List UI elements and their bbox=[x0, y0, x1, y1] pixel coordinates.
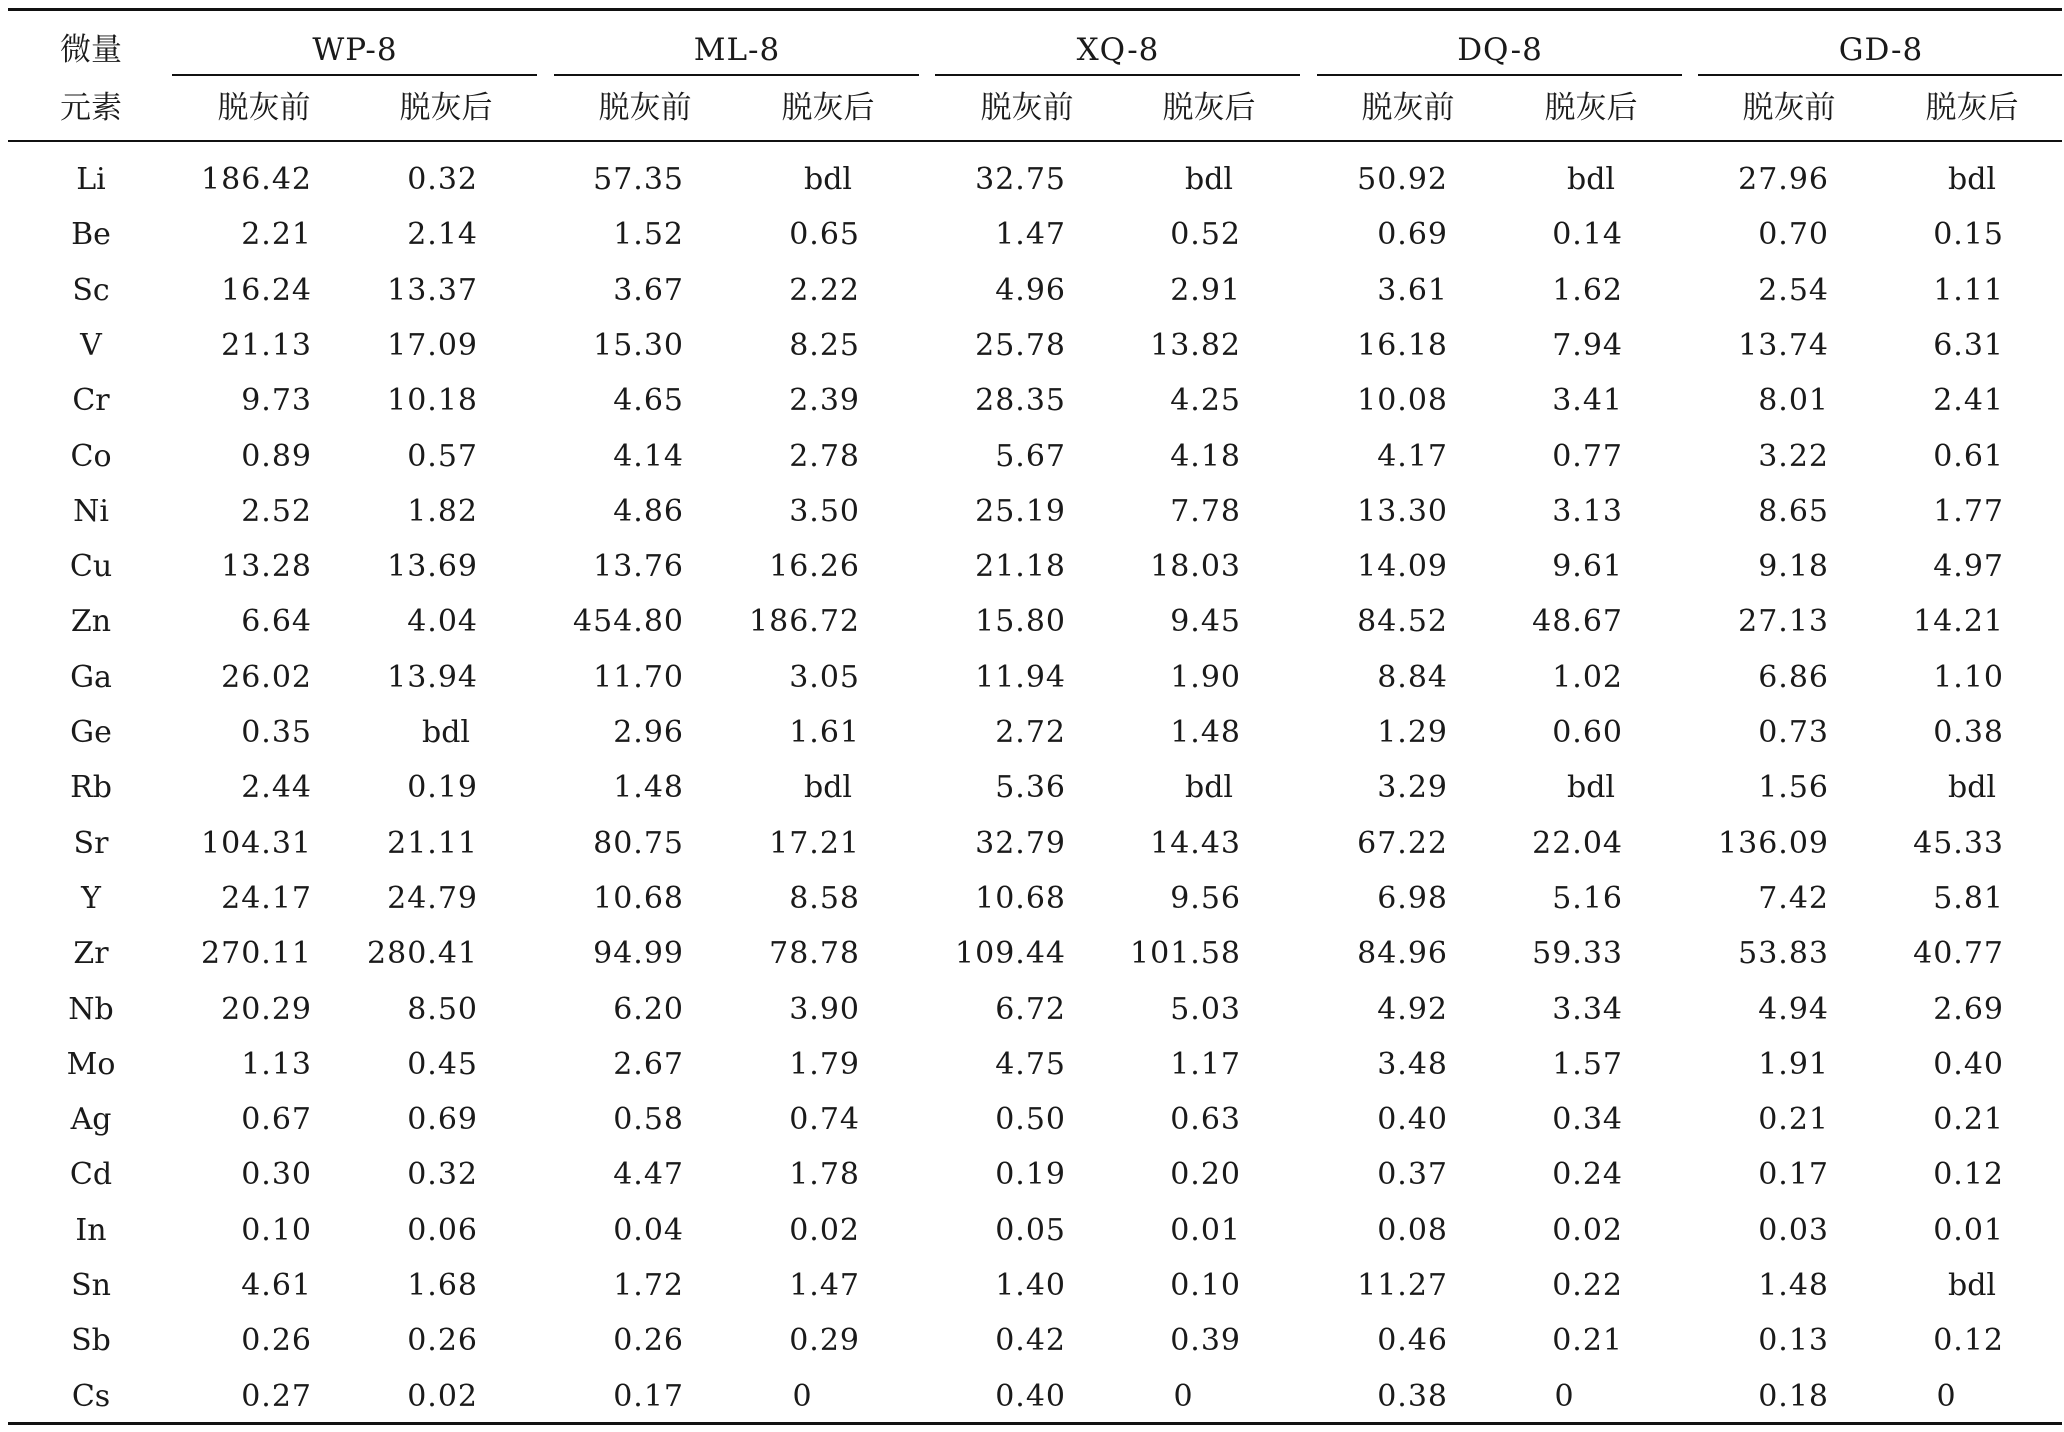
value-cell: 0.60 bbox=[1552, 715, 1623, 750]
element-symbol: Rb bbox=[70, 770, 112, 806]
value-cell: 4.97 bbox=[1933, 549, 2004, 585]
value-cell: 0.58 bbox=[613, 1102, 684, 1138]
value-cell: 11.27 bbox=[1357, 1268, 1448, 1303]
value-cell: 17.09 bbox=[387, 327, 478, 363]
value-cell: 0.17 bbox=[613, 1378, 684, 1414]
value-cell: 28.35 bbox=[975, 383, 1066, 419]
value-cell: 0.01 bbox=[1170, 1212, 1241, 1248]
value-cell: 0.63 bbox=[1170, 1102, 1241, 1138]
value-cell: 3.61 bbox=[1377, 272, 1448, 308]
value-cell: 0.69 bbox=[407, 1102, 478, 1138]
value-cell: 15.80 bbox=[975, 604, 1066, 640]
value-cell: 3.29 bbox=[1377, 770, 1448, 806]
element-symbol: In bbox=[75, 1212, 107, 1248]
value-cell: 6.72 bbox=[995, 991, 1066, 1027]
table-top-rule bbox=[8, 8, 2062, 11]
value-cell: 1.48 bbox=[1758, 1268, 1829, 1303]
value-cell: 16.18 bbox=[1357, 327, 1448, 363]
value-cell: 2.21 bbox=[241, 217, 312, 253]
value-cell: 16.24 bbox=[221, 272, 312, 308]
element-symbol: Cs bbox=[71, 1378, 111, 1414]
element-symbol: Ga bbox=[70, 659, 112, 695]
value-cell: 25.78 bbox=[975, 327, 1066, 363]
group-rule-xq8 bbox=[935, 74, 1300, 76]
value-cell: 2.22 bbox=[789, 272, 860, 308]
value-cell: 0.50 bbox=[995, 1102, 1066, 1138]
value-cell: 186.42 bbox=[201, 162, 312, 197]
value-cell: 6.86 bbox=[1758, 659, 1829, 695]
value-cell: 8.84 bbox=[1377, 659, 1448, 695]
value-cell: 3.05 bbox=[789, 659, 860, 695]
subheader-dq8-before: 脱灰前 bbox=[1361, 90, 1455, 126]
value-cell: 0.40 bbox=[1933, 1046, 2004, 1082]
value-cell: 13.37 bbox=[387, 272, 478, 308]
value-cell: 50.92 bbox=[1357, 162, 1448, 197]
value-cell: bdl bbox=[421, 715, 471, 750]
value-cell: 2.78 bbox=[789, 438, 860, 474]
value-cell: 1.78 bbox=[789, 1157, 860, 1193]
element-symbol: Zn bbox=[70, 604, 112, 640]
value-cell: 0 bbox=[1554, 1378, 1574, 1414]
value-cell: 0.77 bbox=[1552, 438, 1623, 474]
group-rule-ml8 bbox=[554, 74, 919, 76]
value-cell: 8.50 bbox=[407, 991, 478, 1027]
value-cell: 0.67 bbox=[241, 1102, 312, 1138]
value-cell: 10.08 bbox=[1357, 383, 1448, 419]
value-cell: 1.82 bbox=[407, 493, 478, 529]
value-cell: 78.78 bbox=[769, 936, 860, 972]
value-cell: bdl bbox=[1184, 162, 1234, 197]
value-cell: 2.91 bbox=[1170, 272, 1241, 308]
value-cell: 0.21 bbox=[1933, 1102, 2004, 1138]
value-cell: 18.03 bbox=[1150, 549, 1241, 585]
value-cell: 32.79 bbox=[975, 825, 1066, 861]
value-cell: 0.70 bbox=[1758, 217, 1829, 253]
value-cell: 3.48 bbox=[1377, 1046, 1448, 1082]
subheader-wp8-before: 脱灰前 bbox=[217, 90, 311, 126]
value-cell: 454.80 bbox=[573, 604, 684, 640]
value-cell: 0.42 bbox=[995, 1323, 1066, 1359]
value-cell: 0.20 bbox=[1170, 1157, 1241, 1193]
trace-element-table bbox=[8, 8, 2062, 1426]
value-cell: 27.96 bbox=[1738, 162, 1829, 197]
element-symbol: Nb bbox=[68, 991, 114, 1027]
value-cell: 0.12 bbox=[1933, 1157, 2004, 1193]
value-cell: 4.47 bbox=[613, 1157, 684, 1193]
value-cell: 2.41 bbox=[1933, 383, 2004, 419]
value-cell: 0.45 bbox=[407, 1046, 478, 1082]
value-cell: 1.11 bbox=[1933, 272, 2004, 308]
value-cell: 0.24 bbox=[1552, 1157, 1623, 1193]
value-cell: 22.04 bbox=[1532, 825, 1623, 861]
value-cell: 270.11 bbox=[201, 936, 312, 972]
value-cell: 0.12 bbox=[1933, 1323, 2004, 1359]
value-cell: 0.02 bbox=[789, 1212, 860, 1248]
value-cell: 0.06 bbox=[407, 1212, 478, 1248]
value-cell: 3.50 bbox=[789, 493, 860, 529]
value-cell: 26.02 bbox=[221, 659, 312, 695]
value-cell: 13.82 bbox=[1150, 327, 1241, 363]
subheader-gd8-before: 脱灰前 bbox=[1742, 90, 1836, 126]
value-cell: 0.04 bbox=[613, 1212, 684, 1248]
value-cell: 2.44 bbox=[241, 770, 312, 806]
value-cell: 1.40 bbox=[995, 1268, 1066, 1303]
element-symbol: Y bbox=[81, 880, 101, 916]
element-symbol: Ge bbox=[70, 715, 112, 750]
value-cell: 32.75 bbox=[975, 162, 1066, 197]
value-cell: 21.18 bbox=[975, 549, 1066, 585]
value-cell: 84.52 bbox=[1357, 604, 1448, 640]
value-cell: 4.96 bbox=[995, 272, 1066, 308]
group-rule-dq8 bbox=[1317, 74, 1682, 76]
value-cell: 9.45 bbox=[1170, 604, 1241, 640]
value-cell: 16.26 bbox=[769, 549, 860, 585]
group-rule-wp8 bbox=[172, 74, 537, 76]
value-cell: 1.10 bbox=[1933, 659, 2004, 695]
value-cell: bdl bbox=[1947, 1268, 1997, 1303]
value-cell: 0.32 bbox=[407, 162, 478, 197]
value-cell: 2.52 bbox=[241, 493, 312, 529]
value-cell: 0 bbox=[1173, 1378, 1193, 1414]
element-symbol: V bbox=[80, 327, 102, 363]
value-cell: 1.47 bbox=[789, 1268, 860, 1303]
corner-header-line1: 微量 bbox=[60, 32, 122, 68]
value-cell: 0.89 bbox=[241, 438, 312, 474]
value-cell: 3.67 bbox=[613, 272, 684, 308]
value-cell: 0.18 bbox=[1758, 1378, 1829, 1414]
value-cell: 0.26 bbox=[241, 1323, 312, 1359]
value-cell: 0.57 bbox=[407, 438, 478, 474]
value-cell: 8.25 bbox=[789, 327, 860, 363]
value-cell: 0.39 bbox=[1170, 1323, 1241, 1359]
value-cell: 1.62 bbox=[1552, 272, 1623, 308]
value-cell: 0.14 bbox=[1552, 217, 1623, 253]
value-cell: 136.09 bbox=[1718, 825, 1829, 861]
group-header-gd8: GD-8 bbox=[1838, 32, 1924, 68]
value-cell: 0.38 bbox=[1933, 715, 2004, 750]
value-cell: 24.17 bbox=[221, 880, 312, 916]
element-symbol: Sr bbox=[73, 825, 109, 861]
value-cell: 4.61 bbox=[241, 1268, 312, 1303]
value-cell: 0.30 bbox=[241, 1157, 312, 1193]
value-cell: 0.65 bbox=[789, 217, 860, 253]
value-cell: 67.22 bbox=[1357, 825, 1448, 861]
value-cell: 53.83 bbox=[1738, 936, 1829, 972]
element-symbol: Co bbox=[70, 438, 112, 474]
element-symbol: Ni bbox=[73, 493, 109, 529]
value-cell: 0.13 bbox=[1758, 1323, 1829, 1359]
value-cell: 0.34 bbox=[1552, 1102, 1623, 1138]
value-cell: 20.29 bbox=[221, 991, 312, 1027]
value-cell: 13.69 bbox=[387, 549, 478, 585]
value-cell: 0.61 bbox=[1933, 438, 2004, 474]
value-cell: 21.13 bbox=[221, 327, 312, 363]
value-cell: 8.01 bbox=[1758, 383, 1829, 419]
value-cell: 80.75 bbox=[593, 825, 684, 861]
value-cell: 0.40 bbox=[995, 1378, 1066, 1414]
value-cell: 25.19 bbox=[975, 493, 1066, 529]
value-cell: 10.18 bbox=[387, 383, 478, 419]
value-cell: bdl bbox=[1566, 162, 1616, 197]
value-cell: bdl bbox=[1184, 770, 1234, 806]
value-cell: 0.69 bbox=[1377, 217, 1448, 253]
element-symbol: Mo bbox=[66, 1046, 116, 1082]
value-cell: 0.27 bbox=[241, 1378, 312, 1414]
value-cell: 0.10 bbox=[241, 1212, 312, 1248]
value-cell: 5.81 bbox=[1933, 880, 2004, 916]
value-cell: 0.02 bbox=[407, 1378, 478, 1414]
value-cell: 14.21 bbox=[1913, 604, 2004, 640]
value-cell: 14.09 bbox=[1357, 549, 1448, 585]
value-cell: 1.68 bbox=[407, 1268, 478, 1303]
group-header-ml8: ML-8 bbox=[693, 32, 781, 68]
element-symbol: Li bbox=[76, 162, 106, 197]
value-cell: 40.77 bbox=[1913, 936, 2004, 972]
element-symbol: Sn bbox=[71, 1268, 111, 1303]
value-cell: 5.36 bbox=[995, 770, 1066, 806]
value-cell: 3.13 bbox=[1552, 493, 1623, 529]
value-cell: 10.68 bbox=[593, 880, 684, 916]
subheader-xq8-before: 脱灰前 bbox=[980, 90, 1074, 126]
value-cell: 4.04 bbox=[407, 604, 478, 640]
value-cell: 1.47 bbox=[995, 217, 1066, 253]
value-cell: 0.15 bbox=[1933, 217, 2004, 253]
value-cell: 3.90 bbox=[789, 991, 860, 1027]
value-cell: 15.30 bbox=[593, 327, 684, 363]
subheader-gd8-after: 脱灰后 bbox=[1925, 90, 2019, 126]
element-symbol: Zr bbox=[73, 936, 109, 972]
value-cell: 5.03 bbox=[1170, 991, 1241, 1027]
value-cell: 0.46 bbox=[1377, 1323, 1448, 1359]
value-cell: 0.29 bbox=[789, 1323, 860, 1359]
corner-header-line2: 元素 bbox=[60, 90, 122, 126]
group-header-xq8: XQ-8 bbox=[1076, 32, 1160, 68]
subheader-ml8-before: 脱灰前 bbox=[598, 90, 692, 126]
group-rule-gd8 bbox=[1698, 74, 2062, 76]
value-cell: 3.22 bbox=[1758, 438, 1829, 474]
value-cell: 2.96 bbox=[613, 715, 684, 750]
value-cell: 59.33 bbox=[1532, 936, 1623, 972]
value-cell: 4.18 bbox=[1170, 438, 1241, 474]
subheader-xq8-after: 脱灰后 bbox=[1162, 90, 1256, 126]
value-cell: 5.67 bbox=[995, 438, 1066, 474]
value-cell: 0 bbox=[792, 1378, 812, 1414]
value-cell: 1.29 bbox=[1377, 715, 1448, 750]
value-cell: 7.42 bbox=[1758, 880, 1829, 916]
element-symbol: Sc bbox=[72, 272, 110, 308]
value-cell: bdl bbox=[803, 162, 853, 197]
value-cell: 0.21 bbox=[1758, 1102, 1829, 1138]
value-cell: 0.26 bbox=[613, 1323, 684, 1359]
group-header-dq8: DQ-8 bbox=[1457, 32, 1543, 68]
value-cell: 1.02 bbox=[1552, 659, 1623, 695]
value-cell: 1.56 bbox=[1758, 770, 1829, 806]
element-symbol: Cd bbox=[69, 1157, 113, 1193]
value-cell: 94.99 bbox=[593, 936, 684, 972]
value-cell: 11.70 bbox=[593, 659, 684, 695]
value-cell: 1.90 bbox=[1170, 659, 1241, 695]
value-cell: 9.61 bbox=[1552, 549, 1623, 585]
value-cell: 0.32 bbox=[407, 1157, 478, 1193]
value-cell: 3.34 bbox=[1552, 991, 1623, 1027]
value-cell: 4.75 bbox=[995, 1046, 1066, 1082]
value-cell: 2.14 bbox=[407, 217, 478, 253]
value-cell: 1.77 bbox=[1933, 493, 2004, 529]
value-cell: 0.01 bbox=[1933, 1212, 2004, 1248]
value-cell: 45.33 bbox=[1913, 825, 2004, 861]
table-bottom-rule bbox=[8, 1422, 2062, 1425]
value-cell: 1.79 bbox=[789, 1046, 860, 1082]
value-cell: 13.94 bbox=[387, 659, 478, 695]
element-symbol: Sb bbox=[71, 1323, 111, 1359]
value-cell: 6.31 bbox=[1933, 327, 2004, 363]
value-cell: 0.19 bbox=[407, 770, 478, 806]
subheader-wp8-after: 脱灰后 bbox=[399, 90, 493, 126]
value-cell: 57.35 bbox=[593, 162, 684, 197]
value-cell: 4.14 bbox=[613, 438, 684, 474]
value-cell: 3.41 bbox=[1552, 383, 1623, 419]
value-cell: 13.28 bbox=[221, 549, 312, 585]
value-cell: 5.16 bbox=[1552, 880, 1623, 916]
value-cell: 109.44 bbox=[955, 936, 1066, 972]
value-cell: 0.19 bbox=[995, 1157, 1066, 1193]
value-cell: 0.40 bbox=[1377, 1102, 1448, 1138]
value-cell: 0.21 bbox=[1552, 1323, 1623, 1359]
value-cell: 0.74 bbox=[789, 1102, 860, 1138]
value-cell: 0.38 bbox=[1377, 1378, 1448, 1414]
value-cell: 48.67 bbox=[1532, 604, 1623, 640]
value-cell: 6.20 bbox=[613, 991, 684, 1027]
group-header-wp8: WP-8 bbox=[312, 32, 398, 68]
value-cell: 4.25 bbox=[1170, 383, 1241, 419]
value-cell: bdl bbox=[1947, 162, 1997, 197]
table-header-rule bbox=[8, 140, 2062, 142]
value-cell: 1.48 bbox=[613, 770, 684, 806]
value-cell: 0 bbox=[1936, 1378, 1956, 1414]
value-cell: 280.41 bbox=[367, 936, 478, 972]
value-cell: 2.39 bbox=[789, 383, 860, 419]
value-cell: 101.58 bbox=[1130, 936, 1241, 972]
value-cell: 4.65 bbox=[613, 383, 684, 419]
value-cell: 1.61 bbox=[789, 715, 860, 750]
value-cell: 9.56 bbox=[1170, 880, 1241, 916]
value-cell: 84.96 bbox=[1357, 936, 1448, 972]
value-cell: 4.94 bbox=[1758, 991, 1829, 1027]
value-cell: 0.26 bbox=[407, 1323, 478, 1359]
value-cell: 1.52 bbox=[613, 217, 684, 253]
value-cell: bdl bbox=[1947, 770, 1997, 806]
value-cell: 186.72 bbox=[749, 604, 860, 640]
value-cell: 0.37 bbox=[1377, 1157, 1448, 1193]
value-cell: 17.21 bbox=[769, 825, 860, 861]
value-cell: 6.64 bbox=[241, 604, 312, 640]
value-cell: 1.91 bbox=[1758, 1046, 1829, 1082]
value-cell: 0.03 bbox=[1758, 1212, 1829, 1248]
value-cell: 2.69 bbox=[1933, 991, 2004, 1027]
value-cell: 0.17 bbox=[1758, 1157, 1829, 1193]
value-cell: 0.10 bbox=[1170, 1268, 1241, 1303]
value-cell: 0.05 bbox=[995, 1212, 1066, 1248]
value-cell: 11.94 bbox=[975, 659, 1066, 695]
value-cell: 1.13 bbox=[241, 1046, 312, 1082]
value-cell: 21.11 bbox=[387, 825, 478, 861]
element-symbol: Cu bbox=[69, 549, 113, 585]
value-cell: 10.68 bbox=[975, 880, 1066, 916]
value-cell: bdl bbox=[1566, 770, 1616, 806]
value-cell: 1.17 bbox=[1170, 1046, 1241, 1082]
value-cell: 0.08 bbox=[1377, 1212, 1448, 1248]
value-cell: 1.48 bbox=[1170, 715, 1241, 750]
value-cell: 9.73 bbox=[241, 383, 312, 419]
value-cell: 2.67 bbox=[613, 1046, 684, 1082]
subheader-ml8-after: 脱灰后 bbox=[781, 90, 875, 126]
value-cell: 13.74 bbox=[1738, 327, 1829, 363]
value-cell: 4.92 bbox=[1377, 991, 1448, 1027]
value-cell: 7.78 bbox=[1170, 493, 1241, 529]
value-cell: 0.22 bbox=[1552, 1268, 1623, 1303]
value-cell: 27.13 bbox=[1738, 604, 1829, 640]
value-cell: 0.52 bbox=[1170, 217, 1241, 253]
value-cell: 1.72 bbox=[613, 1268, 684, 1303]
value-cell: 2.72 bbox=[995, 715, 1066, 750]
subheader-dq8-after: 脱灰后 bbox=[1544, 90, 1638, 126]
value-cell: 7.94 bbox=[1552, 327, 1623, 363]
element-symbol: Cr bbox=[72, 383, 110, 419]
value-cell: 9.18 bbox=[1758, 549, 1829, 585]
value-cell: 104.31 bbox=[201, 825, 312, 861]
value-cell: 8.58 bbox=[789, 880, 860, 916]
value-cell: 0.02 bbox=[1552, 1212, 1623, 1248]
element-symbol: Ag bbox=[70, 1102, 112, 1138]
value-cell: bdl bbox=[803, 770, 853, 806]
value-cell: 13.76 bbox=[593, 549, 684, 585]
value-cell: 0.73 bbox=[1758, 715, 1829, 750]
value-cell: 4.86 bbox=[613, 493, 684, 529]
value-cell: 4.17 bbox=[1377, 438, 1448, 474]
element-symbol: Be bbox=[71, 217, 111, 253]
value-cell: 0.35 bbox=[241, 715, 312, 750]
value-cell: 8.65 bbox=[1758, 493, 1829, 529]
value-cell: 6.98 bbox=[1377, 880, 1448, 916]
value-cell: 2.54 bbox=[1758, 272, 1829, 308]
value-cell: 24.79 bbox=[387, 880, 478, 916]
value-cell: 14.43 bbox=[1150, 825, 1241, 861]
value-cell: 1.57 bbox=[1552, 1046, 1623, 1082]
value-cell: 13.30 bbox=[1357, 493, 1448, 529]
